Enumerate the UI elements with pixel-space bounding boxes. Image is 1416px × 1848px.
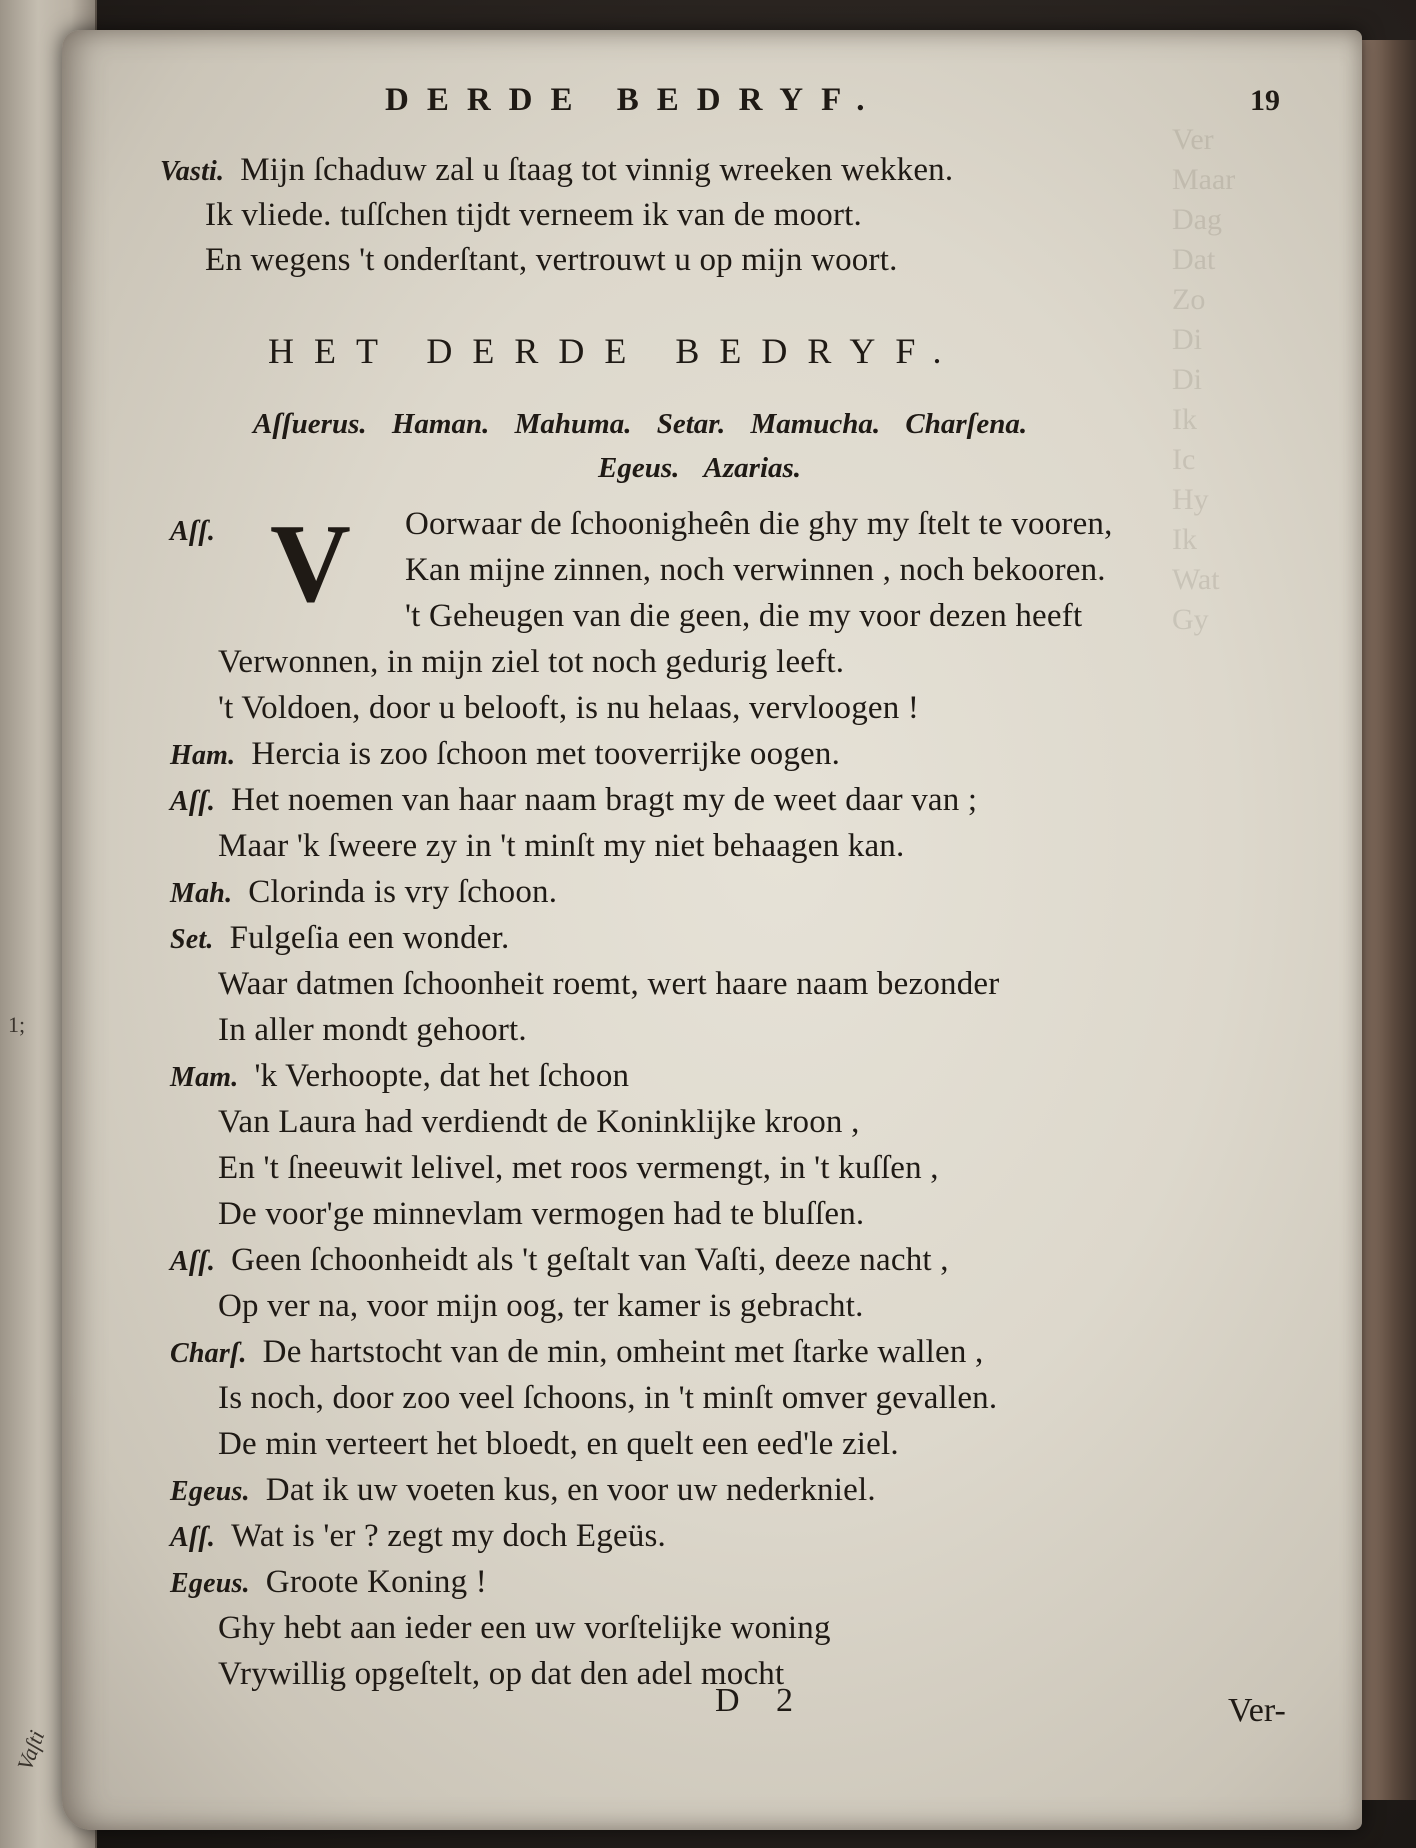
left-page-margin-mark: 1;	[8, 1012, 26, 1037]
verse-line: In aller mondt gehoort.	[218, 1012, 527, 1048]
speaker-label: Set.	[170, 924, 214, 955]
speaker-label: Egeus.	[170, 1568, 250, 1599]
verse-line: Van Laura had verdiendt de Koninklijke kroon ,	[218, 1104, 860, 1140]
cast-list-line-1: Aſſuerus. Haman. Mahuma. Setar. Mamucha. Charſena.	[253, 408, 1028, 440]
speaker-label: Aſſ.	[170, 786, 216, 817]
verse-line: Aſſ. Het noemen van haar naam bragt my de weet daar van ;	[170, 782, 978, 818]
speaker-label: Aſſ.	[170, 1246, 216, 1277]
speaker-label: Charſ.	[170, 1338, 247, 1369]
verse-line	[160, 152, 953, 189]
verse-line: Ham. Hercia is zoo ſchoon met tooverrijke oogen.	[170, 736, 841, 772]
verse-line: Waar datmen ſchoonheit roemt, wert haare naam bezonder	[218, 966, 1000, 1002]
verse-line: Kan mijne zinnen, noch verwinnen , noch bekooren.	[405, 552, 1106, 588]
speaker-label: Egeus.	[170, 1476, 250, 1507]
speaker-label-first: Aſſ.	[170, 516, 216, 547]
verse-line: Mam. 'k Verhoopte, dat het ſchoon	[170, 1058, 630, 1094]
verse-line: Verwonnen, in mijn ziel tot noch gedurig leeft.	[218, 644, 845, 680]
left-page-fragment: Vaſti	[12, 1727, 50, 1774]
verse-text: Mijn ſchaduw zal u ſtaag tot vinnig wreeken wekken.	[240, 152, 954, 188]
verse-line: 't Voldoen, door u belooft, is nu helaas, vervloogen !	[218, 690, 920, 726]
verse-line	[205, 242, 898, 279]
verse-line: 't Geheugen van die geen, die my voor dezen heeft	[405, 598, 1083, 634]
verse-line: Egeus. Groote Koning !	[170, 1564, 487, 1600]
cast-list-line-2: Egeus. Azarias.	[598, 452, 802, 484]
verse-line	[205, 197, 862, 234]
speaker-label: Vasti.	[160, 156, 225, 187]
verse-line: Oorwaar de ſchoonigheên die ghy my ſtelt te vooren,	[405, 506, 1113, 542]
verse-line: De min verteert het bloedt, en quelt een eed'le ziel.	[218, 1426, 899, 1462]
verse-line: Maar 'k ſweere zy in 't minſt my niet behaagen kan.	[218, 828, 905, 864]
running-title: DERDE BEDRYF.	[385, 82, 883, 118]
verse-line: Charſ. De hartstocht van de min, omheint met ſtarke wallen ,	[170, 1334, 984, 1370]
act-title: HET DERDE BEDRYF.	[268, 331, 962, 371]
speaker-label: Aſſ.	[170, 1522, 216, 1553]
verse-line: Aſſ. Wat is 'er ? zegt my doch Egeüs.	[170, 1518, 667, 1554]
speaker-label: Mam.	[170, 1062, 239, 1093]
speaker-label: Ham.	[170, 740, 236, 771]
drop-cap: V	[270, 502, 351, 626]
verse-line: De voor'ge minnevlam vermogen had te bluſſen.	[218, 1196, 865, 1232]
signature-mark: D 2	[715, 1682, 808, 1719]
verse-line: Vrywillig opgeſtelt, op dat den adel mocht	[218, 1656, 785, 1692]
verse-text: En wegens 't onderſtant, vertrouwt u op mijn woort.	[205, 242, 898, 278]
verse-text: Ik vliede. tuſſchen tijdt verneem ik van de moort.	[205, 197, 862, 233]
verse-line: Set. Fulgeſia een wonder.	[170, 920, 510, 956]
verse-line: Aſſ. Geen ſchoonheidt als 't geſtalt van Vaſti, deeze nacht ,	[170, 1242, 949, 1278]
verse-line: Op ver na, voor mijn oog, ter kamer is gebracht.	[218, 1288, 864, 1324]
page-number: 19	[1250, 84, 1280, 117]
show-through-text: Ver Maar Dag Dat Zo Di Di Ik Ic Hy Ik Wat Gy	[1172, 123, 1236, 636]
verse-line: En 't ſneeuwit lelivel, met roos vermengt, in 't kuſſen ,	[218, 1150, 939, 1186]
verse-line: Ghy hebt aan ieder een uw vorſtelijke woning	[218, 1610, 831, 1646]
speaker-label: Mah.	[170, 878, 233, 909]
verse-line: Is noch, door zoo veel ſchoons, in 't minſt omver gevallen.	[218, 1380, 998, 1416]
verse-line: Mah. Clorinda is vry ſchoon.	[170, 874, 558, 910]
verse-line: Egeus. Dat ik uw voeten kus, en voor uw nederkniel.	[170, 1472, 876, 1508]
catchword: Ver-	[1228, 1692, 1286, 1729]
